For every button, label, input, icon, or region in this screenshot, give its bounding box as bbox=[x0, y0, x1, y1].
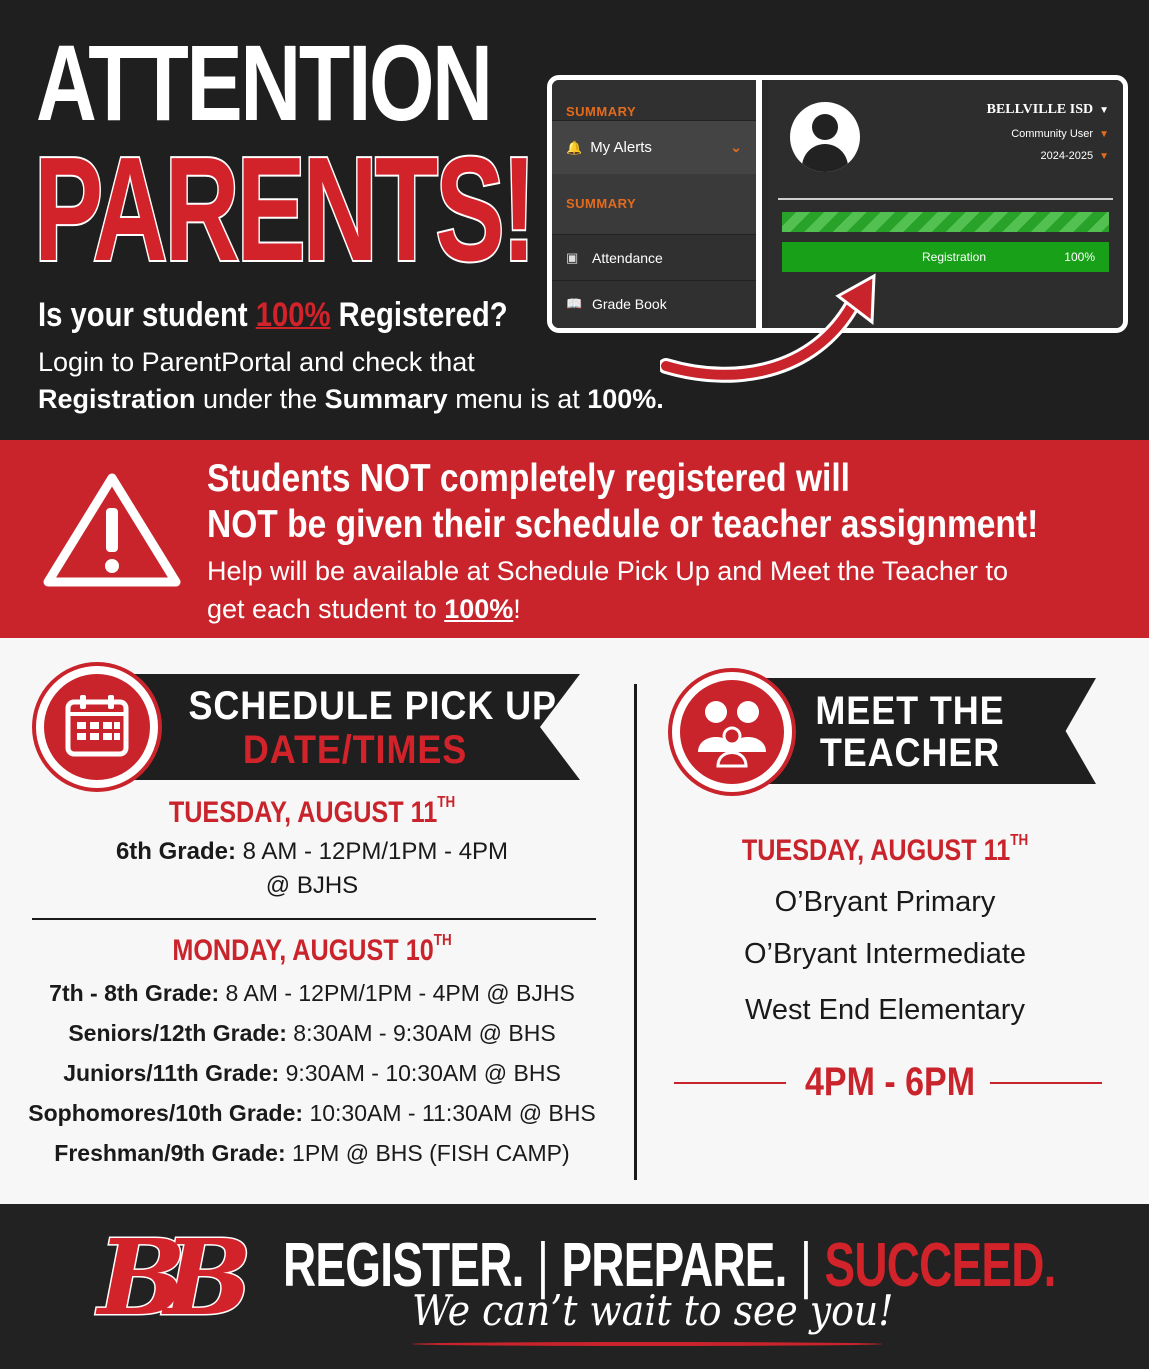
schedule-row bbox=[0, 1140, 624, 1167]
caret-down-icon: ▼ bbox=[1099, 105, 1109, 116]
schedule-row bbox=[0, 1100, 624, 1127]
slogan-register: REGISTER. bbox=[283, 1231, 524, 1300]
sidebar-item-my-alerts[interactable] bbox=[552, 120, 756, 174]
school-year: 2024-2025 bbox=[1040, 150, 1094, 162]
grade-time: 1PM @ BHS (FISH CAMP) bbox=[285, 1140, 570, 1166]
sixth-grade-location: @ BJHS bbox=[265, 872, 359, 899]
login-line-2 bbox=[38, 381, 664, 418]
login-instructions bbox=[38, 344, 664, 418]
district-name: BELLVILLE ISD bbox=[986, 102, 1094, 117]
day-label: TUESDAY, AUGUST 11 bbox=[741, 834, 1011, 867]
registration-progress-bar[interactable] bbox=[782, 242, 1109, 272]
slogan-separator: | bbox=[800, 1231, 812, 1300]
grade-label: Juniors/11th Grade: bbox=[63, 1060, 280, 1086]
grade-label: Seniors/12th Grade: bbox=[68, 1020, 287, 1046]
slogan-prepare: PREPARE. bbox=[561, 1231, 787, 1300]
attention-heading: ATTENTION bbox=[36, 22, 491, 143]
sidebar-item-label: My Alerts bbox=[590, 139, 652, 156]
time-rule-right bbox=[990, 1082, 1102, 1084]
sidebar-alerts-label-wrap bbox=[566, 139, 652, 156]
meet-title: MEET THE bbox=[815, 689, 1005, 733]
sixth-grade-line bbox=[32, 838, 592, 866]
attendance-icon: ▣ bbox=[566, 249, 579, 265]
meet-subtitle: TEACHER bbox=[819, 731, 1001, 775]
bell-icon: 🔔 bbox=[566, 140, 583, 155]
bb-logo: BB bbox=[98, 1216, 230, 1339]
help-percent: 100% bbox=[444, 594, 514, 624]
sidebar-heading-summary: SUMMARY bbox=[566, 104, 637, 119]
login-mid-2: menu is at bbox=[447, 384, 588, 414]
warning-line-1: Students NOT completely registered will bbox=[207, 457, 850, 500]
school-name: O’Bryant Primary bbox=[774, 886, 996, 918]
school-name: West End Elementary bbox=[745, 994, 1025, 1026]
user-avatar-icon bbox=[790, 102, 860, 172]
column-divider bbox=[634, 684, 637, 1180]
help-line-1: Help will be available at Schedule Pick Up and Meet the Teacher to bbox=[207, 556, 1008, 586]
help-pre: get each student to bbox=[207, 594, 445, 624]
day-suffix: TH bbox=[433, 932, 452, 949]
grade-label: Freshman/9th Grade: bbox=[54, 1140, 286, 1166]
grade-label: Sophomores/10th Grade: bbox=[28, 1100, 304, 1126]
grade-time: 8:30AM - 9:30AM @ BHS bbox=[286, 1020, 556, 1046]
tagline-underline bbox=[412, 1342, 882, 1346]
grade-time: 10:30AM - 11:30AM @ BHS bbox=[303, 1100, 596, 1126]
year-selector[interactable] bbox=[987, 150, 1109, 162]
day-label: MONDAY, AUGUST 10 bbox=[172, 934, 434, 967]
portal-account-info bbox=[987, 100, 1109, 162]
schedule-divider bbox=[32, 918, 596, 920]
schedule-day-2 bbox=[77, 934, 547, 968]
schedule-subtitle: DATE/TIMES bbox=[242, 728, 468, 772]
warning-heading bbox=[207, 456, 1038, 548]
login-line-1: Login to ParentPortal and check that bbox=[38, 347, 475, 377]
schedule-row bbox=[0, 1060, 624, 1087]
question-percent: 100% bbox=[255, 296, 331, 334]
warning-help-text bbox=[207, 552, 1008, 628]
login-mid: under the bbox=[195, 384, 325, 414]
schedule-day-1 bbox=[77, 796, 547, 830]
tagline: We can’t wait to see you! bbox=[412, 1286, 894, 1335]
slogan-separator: | bbox=[536, 1231, 549, 1300]
meet-time: 4PM - 6PM bbox=[805, 1060, 976, 1104]
registered-question bbox=[38, 296, 508, 335]
user-role: Community User bbox=[1011, 128, 1094, 140]
help-post: ! bbox=[513, 594, 521, 624]
summary-word: Summary bbox=[324, 384, 448, 414]
sidebar-item-label: Grade Book bbox=[592, 295, 667, 312]
schedule-row bbox=[0, 1020, 624, 1047]
registration-value: 100% bbox=[1064, 250, 1095, 264]
grade-label: 6th Grade: bbox=[115, 838, 236, 865]
percent-word: 100%. bbox=[587, 384, 664, 414]
day-suffix: TH bbox=[437, 794, 456, 811]
schedule-title: SCHEDULE PICK UP bbox=[188, 684, 557, 728]
grade-time: 8 AM - 12PM/1PM - 4PM bbox=[235, 838, 509, 865]
help-line-2 bbox=[207, 590, 1008, 628]
day-label: TUESDAY, AUGUST 11 bbox=[168, 796, 438, 829]
grade-label: 7th - 8th Grade: bbox=[49, 980, 220, 1006]
school-name: O’Bryant Intermediate bbox=[743, 938, 1027, 970]
day-suffix: TH bbox=[1010, 832, 1029, 849]
progress-stripe bbox=[782, 212, 1109, 232]
registration-label: Registration bbox=[922, 250, 987, 264]
warning-triangle-icon bbox=[42, 470, 182, 590]
question-end: Registered? bbox=[330, 296, 508, 334]
sidebar-heading-summary-2: SUMMARY bbox=[552, 174, 756, 234]
district-selector[interactable] bbox=[987, 100, 1109, 118]
parents-heading: PARENTS! bbox=[34, 127, 534, 292]
caret-down-icon: ▼ bbox=[1099, 151, 1109, 162]
pointer-arrow-icon bbox=[660, 270, 890, 390]
chevron-down-icon: ⌄ bbox=[730, 139, 742, 155]
time-rule-left bbox=[674, 1082, 786, 1084]
grade-time: 9:30AM - 10:30AM @ BHS bbox=[279, 1060, 561, 1086]
book-icon: 📖 bbox=[566, 295, 583, 311]
role-selector[interactable] bbox=[987, 128, 1109, 140]
calendar-icon bbox=[62, 692, 132, 762]
divider bbox=[778, 198, 1113, 200]
family-icon bbox=[694, 696, 770, 768]
meet-day bbox=[696, 834, 1074, 868]
question-text: Is your student bbox=[38, 296, 256, 334]
warning-line-2: NOT be given their schedule or teacher assignment! bbox=[207, 503, 1039, 546]
grade-time: 8 AM - 12PM/1PM - 4PM @ BJHS bbox=[219, 980, 575, 1006]
schedule-row bbox=[0, 980, 624, 1007]
registration-word: Registration bbox=[38, 384, 196, 414]
caret-down-icon: ▼ bbox=[1099, 129, 1109, 140]
sidebar-item-label: Attendance bbox=[592, 249, 663, 266]
slogan-succeed: SUCCEED. bbox=[824, 1231, 1056, 1300]
